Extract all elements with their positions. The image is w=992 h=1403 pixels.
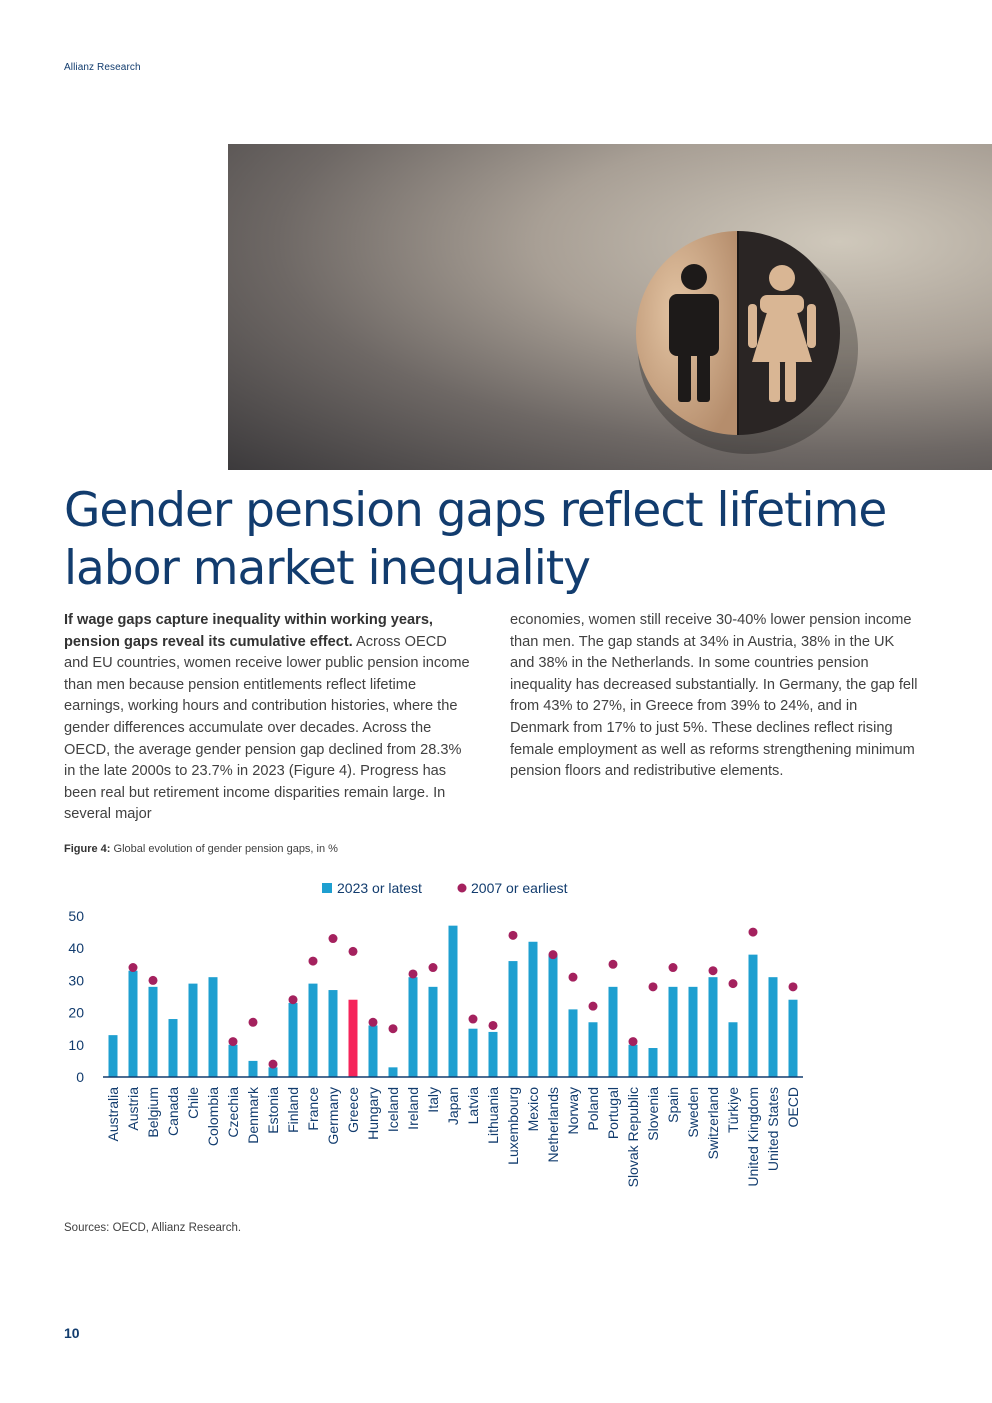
body-column-right xyxy=(510,610,920,783)
bar-france xyxy=(309,984,318,1077)
y-tick-label: 30 xyxy=(68,972,84,989)
dot-lithuania xyxy=(489,1021,498,1030)
legend-label-2023: 2023 or latest xyxy=(337,880,422,896)
dot-austria xyxy=(129,963,138,972)
x-tick-label: Türkiye xyxy=(725,1087,741,1133)
bar-netherlands xyxy=(549,955,558,1077)
bar-hungary xyxy=(369,1025,378,1077)
dot-slovenia xyxy=(649,982,658,991)
y-tick-label: 0 xyxy=(76,1069,84,1085)
x-tick-label: Lithuania xyxy=(485,1087,501,1144)
x-tick-label: Germany xyxy=(325,1087,341,1145)
dot-iceland xyxy=(389,1024,398,1033)
x-tick-label: Portugal xyxy=(605,1087,621,1140)
bar-greece xyxy=(349,1000,358,1077)
hero-image xyxy=(228,144,992,470)
dot-hungary xyxy=(369,1018,378,1027)
bar-iceland xyxy=(389,1067,398,1077)
x-tick-label: Poland xyxy=(585,1087,601,1131)
restroom-sign-image xyxy=(228,144,992,470)
bar-oecd xyxy=(789,1000,798,1077)
bar-lithuania xyxy=(489,1032,498,1077)
x-tick-label: Finland xyxy=(285,1087,301,1133)
bar-germany xyxy=(329,990,338,1077)
x-tick-label: Belgium xyxy=(145,1087,161,1138)
dot-portugal xyxy=(609,960,618,969)
x-tick-label: OECD xyxy=(785,1087,801,1128)
dot-united-kingdom xyxy=(749,928,758,937)
x-tick-label: Austria xyxy=(125,1087,141,1131)
x-tick-label: Chile xyxy=(185,1087,201,1119)
title-line-1: Gender pension gaps reflect lifetime xyxy=(64,483,887,538)
dot-czechia xyxy=(229,1037,238,1046)
bar-united-states xyxy=(769,977,778,1077)
sources-note: Sources: OECD, Allianz Research. xyxy=(64,1222,242,1234)
body-column-left xyxy=(64,610,474,826)
dot-latvia xyxy=(469,1015,478,1024)
bar-united-kingdom xyxy=(749,955,758,1077)
bar-ireland xyxy=(409,977,418,1077)
x-tick-label: Switzerland xyxy=(705,1087,721,1160)
dot-finland xyxy=(289,995,298,1004)
header-brand: Allianz Research xyxy=(64,62,141,73)
x-tick-label: Norway xyxy=(565,1087,581,1135)
x-tick-label: Estonia xyxy=(265,1087,281,1134)
y-tick-label: 40 xyxy=(68,940,84,957)
x-tick-label: Spain xyxy=(665,1087,681,1123)
legend-label-2007: 2007 or earliest xyxy=(471,880,568,896)
bar-czechia xyxy=(229,1045,238,1077)
bar-latvia xyxy=(469,1029,478,1077)
bar-denmark xyxy=(249,1061,258,1077)
x-tick-label: Slovenia xyxy=(645,1087,661,1141)
bar-australia xyxy=(109,1035,118,1077)
x-tick-label: Colombia xyxy=(205,1087,221,1147)
x-tick-label: United States xyxy=(765,1087,781,1172)
x-tick-label: Netherlands xyxy=(545,1087,561,1163)
dot-switzerland xyxy=(709,966,718,975)
page-number: 10 xyxy=(64,1325,80,1341)
bar-poland xyxy=(589,1022,598,1077)
x-tick-label: Australia xyxy=(105,1087,121,1142)
dot-ireland xyxy=(409,969,418,978)
left-body-text: Across OECD and EU countries, women receive lower public pension income than men because pension entitlements reflect lifetime earnings, working hours and contribution histories, where the gender differences accumulate over decades. Across the OECD, the average gender pension gap declined from 28.3% in the late 2000s to 23.7% in 2023 (Figure 4). Progress has been real but retirement income disparities remain large. In several major xyxy=(64,633,470,823)
bar-slovak-republic xyxy=(629,1045,638,1077)
dot-italy xyxy=(429,963,438,972)
lead-text: If wage gaps capture inequality within working years, pension gaps reveal its cumulative effect. xyxy=(64,612,433,650)
dot-türkiye xyxy=(729,979,738,988)
right-body-text: economies, women still receive 30-40% lower pension income than men. The gap stands at 34% in Austria, 38% in the UK and 38% in the Netherlands. In some countries pension inequality has decreased substantially. In Germany, the gap fell from 43% to 27%, in Greece from 39% to 24%, and in Denmark from 17% to just 5%. These declines reflect rising female employment as well as reforms strengthening minimum pension floors and redistributive elements. xyxy=(510,612,918,780)
dot-germany xyxy=(329,934,338,943)
bar-spain xyxy=(669,987,678,1077)
dot-denmark xyxy=(249,1018,258,1027)
bar-belgium xyxy=(149,987,158,1077)
bar-slovenia xyxy=(649,1048,658,1077)
figure-caption-text: Global evolution of gender pension gaps, in % xyxy=(113,843,338,855)
bar-sweden xyxy=(689,987,698,1077)
y-tick-label: 50 xyxy=(68,908,84,924)
bar-luxembourg xyxy=(509,961,518,1077)
x-tick-label: Mexico xyxy=(525,1087,541,1132)
title-line-2: labor market inequality xyxy=(64,541,590,596)
dot-luxembourg xyxy=(509,931,518,940)
bar-colombia xyxy=(209,977,218,1077)
bar-japan xyxy=(449,926,458,1077)
dot-estonia xyxy=(269,1060,278,1069)
bar-switzerland xyxy=(709,977,718,1077)
bar-canada xyxy=(169,1019,178,1077)
x-tick-label: United Kingdom xyxy=(745,1087,761,1187)
x-tick-label: Greece xyxy=(345,1087,361,1133)
dot-netherlands xyxy=(549,950,558,959)
x-tick-label: Slovak Republic xyxy=(625,1087,641,1188)
y-tick-label: 10 xyxy=(68,1036,84,1053)
gender-pension-gap-chart xyxy=(60,872,820,1212)
bar-portugal xyxy=(609,987,618,1077)
x-tick-label: Canada xyxy=(165,1087,181,1137)
x-tick-label: Ireland xyxy=(405,1087,421,1130)
bar-austria xyxy=(129,971,138,1077)
x-tick-label: Czechia xyxy=(225,1087,241,1138)
bar-chile xyxy=(189,984,198,1077)
x-tick-label: Iceland xyxy=(385,1087,401,1133)
x-tick-label: Sweden xyxy=(685,1087,701,1138)
bar-norway xyxy=(569,1009,578,1077)
bar-mexico xyxy=(529,942,538,1077)
y-tick-label: 20 xyxy=(68,1004,84,1021)
legend-swatch-2023 xyxy=(322,883,332,893)
article-title xyxy=(64,482,944,598)
legend-dot-2007 xyxy=(458,884,467,893)
figure-label: Figure 4: xyxy=(64,843,111,855)
x-tick-label: Hungary xyxy=(365,1087,381,1140)
x-tick-label: Italy xyxy=(425,1087,441,1113)
dot-france xyxy=(309,957,318,966)
dot-poland xyxy=(589,1002,598,1011)
x-tick-label: Denmark xyxy=(245,1087,261,1144)
x-tick-label: Luxembourg xyxy=(505,1087,521,1165)
bar-finland xyxy=(289,1003,298,1077)
dot-greece xyxy=(349,947,358,956)
dot-slovak-republic xyxy=(629,1037,638,1046)
dot-spain xyxy=(669,963,678,972)
dot-oecd xyxy=(789,982,798,991)
x-tick-label: France xyxy=(305,1087,321,1131)
bar-italy xyxy=(429,987,438,1077)
x-tick-label: Latvia xyxy=(465,1087,481,1125)
dot-norway xyxy=(569,973,578,982)
x-tick-label: Japan xyxy=(445,1087,461,1126)
bar-estonia xyxy=(269,1067,278,1077)
bar-türkiye xyxy=(729,1022,738,1077)
dot-belgium xyxy=(149,976,158,985)
figure-caption xyxy=(64,843,338,855)
